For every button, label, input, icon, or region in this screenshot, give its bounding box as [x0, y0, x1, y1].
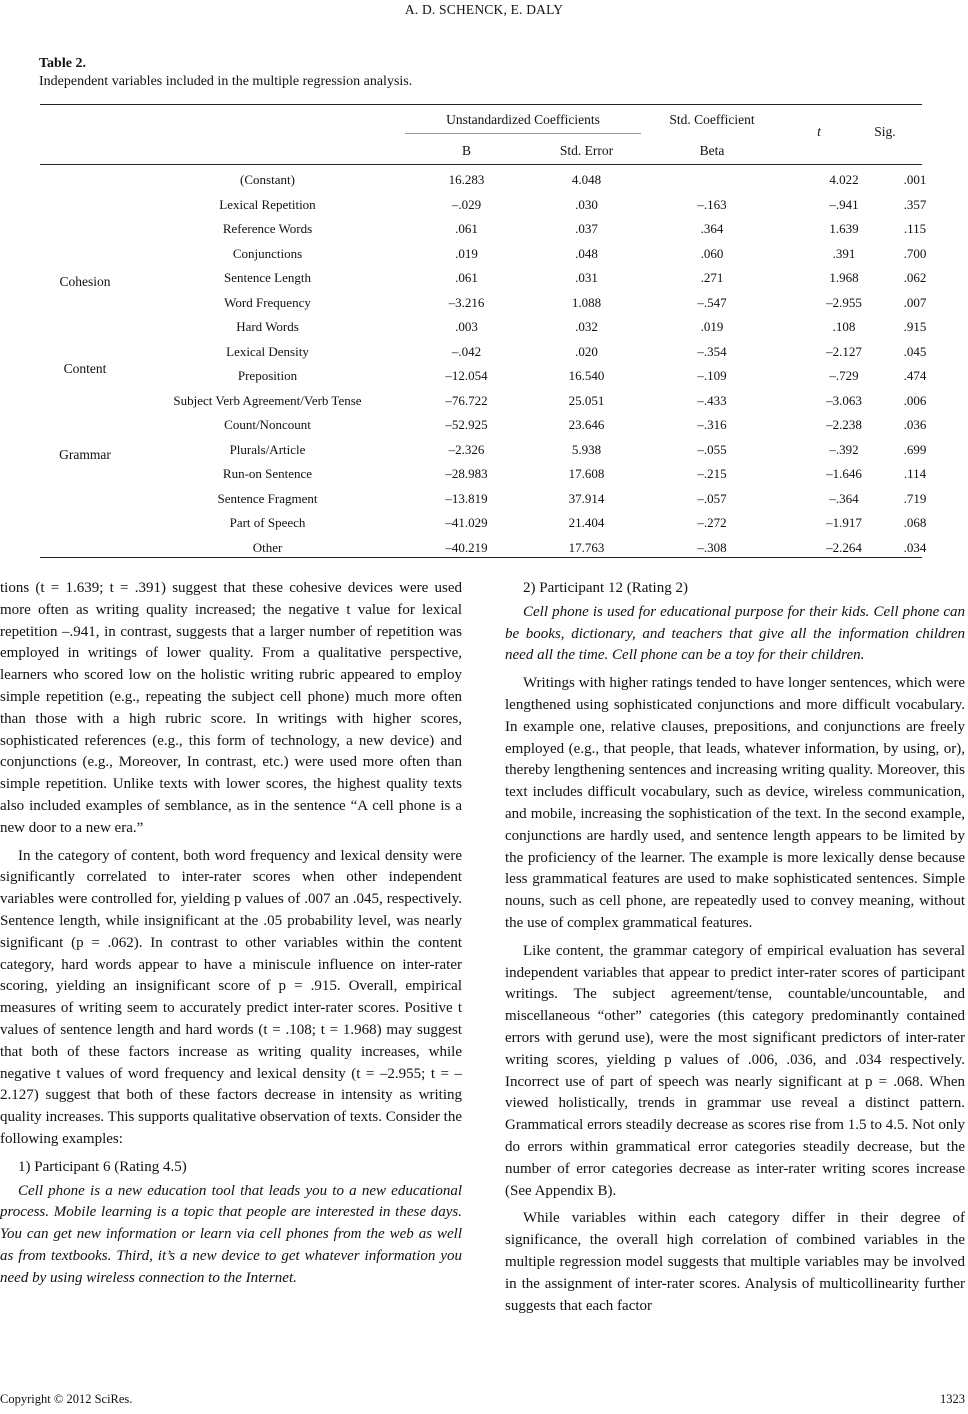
value-std-error: .031 — [575, 270, 598, 285]
value-b: –2.326 — [448, 441, 485, 457]
value-sig: .700 — [903, 245, 927, 261]
value-b: .061 — [455, 270, 478, 285]
body-paragraph: Like content, the grammar category of empirical evaluation has several independent variables that appear to predict inter-rater scores of participant writings. The subject agreement/tense, countable/uncountable, and miscellaneous “other” categories (this category predominantly contained errors with gerund use), were the most significant predictors of inter-rater writing scores, yielding p values of .006, .036, and .034 respectively. Incorrect use of part of speech was nearly significant at p = .068. When viewed holistically, trends in grammar use reveal a distinct pattern. Grammatical errors steadily decrease as scores rise from 1.5 to 4.5. Not only do errors within grammatical error categories steadily decrease, but the number of error categories decrease as inter-rater writing scores increase (See Appendix B). — [505, 942, 965, 1199]
variable-name: Word Frequency — [224, 294, 311, 310]
variable-name: Part of Speech — [229, 515, 306, 530]
variable-name: Run-on Sentence — [222, 466, 313, 481]
variable-name: Conjunctions — [232, 245, 303, 261]
value-sig: .474 — [903, 368, 927, 383]
variable-name: Preposition — [237, 368, 298, 383]
left-column — [0, 578, 462, 1296]
value-beta: –.354 — [697, 343, 727, 359]
value-beta: –.547 — [697, 294, 727, 310]
value-t: 1.639 — [829, 221, 859, 236]
value-std-error: 37.914 — [568, 490, 605, 506]
header-std-coefficient: Std. Coefficient — [669, 112, 755, 127]
header-sig: Sig. — [874, 124, 896, 139]
copyright: Copyright © 2012 SciRes. — [0, 1392, 133, 1406]
value-beta: –.055 — [697, 441, 727, 457]
page-number: 1323 — [940, 1392, 965, 1406]
table-row — [130, 168, 927, 193]
value-std-error: 5.938 — [571, 441, 602, 457]
unstd-subrule — [405, 133, 641, 134]
value-b: –28.983 — [445, 466, 488, 481]
variable-name: Subject Verb Agreement/Verb Tense — [173, 392, 362, 408]
value-t: –2.955 — [826, 294, 862, 310]
example-heading: 1) Participant 6 (Rating 4.5) — [18, 1158, 187, 1175]
value-b: –41.029 — [445, 515, 488, 530]
value-b: –13.819 — [445, 490, 488, 506]
value-sig: .699 — [903, 441, 927, 457]
table-row — [130, 511, 927, 536]
value-sig: .062 — [903, 270, 927, 285]
value-std-error: 21.404 — [568, 515, 605, 530]
value-sig: .045 — [903, 343, 927, 359]
header-t: t — [817, 124, 821, 139]
value-std-error: 1.088 — [571, 294, 602, 310]
value-beta: –.316 — [697, 417, 727, 432]
variable-name: Plurals/Article — [229, 441, 306, 457]
header-bottom-rule — [40, 164, 922, 165]
value-b: –76.722 — [445, 392, 488, 408]
value-t: –.392 — [829, 441, 859, 457]
value-std-error: .030 — [575, 196, 598, 212]
value-t: 1.968 — [829, 270, 859, 285]
variable-name: Reference Words — [222, 221, 313, 236]
value-sig: .068 — [903, 515, 927, 530]
value-t: –3.063 — [826, 392, 862, 408]
table-row — [130, 266, 927, 291]
value-beta: –.433 — [697, 392, 727, 408]
table-row — [130, 364, 927, 389]
value-t: .391 — [832, 245, 856, 261]
value-sig: .007 — [903, 294, 927, 310]
body-paragraph: While variables within each category differ in their degree of significance, the overall high correlation of combined variables in the multiple regression model suggests that multiple variables may be involved in the assignment of inter-rater scores. Analysis of multicollinearity further suggests that each factor — [505, 1210, 965, 1314]
table-title: Table 2. — [39, 56, 86, 71]
value-t: –2.238 — [826, 417, 862, 432]
value-beta: –.308 — [697, 539, 727, 555]
value-b: .061 — [455, 221, 478, 236]
variable-name: Sentence Fragment — [217, 490, 318, 506]
variable-name: Lexical Repetition — [219, 196, 316, 212]
value-b: –3.216 — [448, 294, 485, 310]
value-beta: –.057 — [697, 490, 727, 506]
value-sig: .036 — [903, 417, 927, 432]
header-std-error: Std. Error — [559, 143, 614, 158]
value-std-error: 23.646 — [568, 417, 605, 432]
table-row — [130, 389, 927, 414]
value-b: 16.283 — [448, 172, 485, 187]
value-sig: .034 — [903, 539, 927, 555]
value-beta: .271 — [700, 270, 724, 285]
value-beta: –.272 — [697, 515, 727, 530]
table-row — [130, 413, 927, 438]
category-grammar: Grammar — [59, 447, 111, 462]
value-std-error: .032 — [575, 319, 598, 334]
value-sig: .915 — [903, 319, 927, 334]
table-row — [130, 462, 927, 487]
value-beta: .364 — [700, 221, 724, 236]
category-content: Content — [63, 361, 107, 376]
value-b: –.029 — [451, 196, 482, 212]
table-caption: Independent variables included in the multiple regression analysis. — [39, 74, 413, 89]
value-t: –.729 — [829, 368, 859, 383]
value-t: –1.646 — [826, 466, 862, 481]
value-b: –52.925 — [445, 417, 488, 432]
right-column — [505, 578, 965, 1323]
header-b: B — [461, 143, 471, 158]
table-row — [130, 242, 927, 267]
value-std-error: .037 — [575, 221, 598, 236]
table-row — [130, 217, 927, 242]
value-t: –1.917 — [826, 515, 862, 530]
value-beta: .060 — [700, 245, 724, 261]
table-row — [130, 340, 927, 365]
value-std-error: 17.608 — [568, 466, 605, 481]
value-std-error: 4.048 — [571, 172, 602, 187]
example-heading: 2) Participant 12 (Rating 2) — [523, 580, 688, 596]
value-t: .108 — [832, 319, 856, 334]
table-row — [130, 536, 927, 561]
header-unstandardized: Unstandardized Coefficients — [446, 112, 600, 127]
body-paragraph: tions (t = 1.639; t = .391) suggest that these cohesive devices were used more often as writing quality increased; the negative t value for lexical repetition –.941, in contrast, suggests that a larger number of repetition was employed in writings of lower quality. From a qualitative perspective, learners who scored low on the holistic writing rubric appeared to employ simple repetition (e.g., repeating the subject cell phone) much more often than those with a high rubric score. In writings with higher scores, sophisticated references (e.g., this form of technology, a new device) and conjunctions (e.g., Moreover, In contrast, etc.) were used more often than simple repetition. Unlike texts with lower scores, the highest quality texts also included examples of semblance, as in the sentence “A cell phone is a new door to a new era.” — [0, 580, 462, 836]
value-b: –.042 — [451, 343, 482, 359]
variable-name: Hard Words — [236, 319, 299, 334]
category-cohesion: Cohesion — [59, 274, 111, 289]
table-row — [130, 487, 927, 512]
body-paragraph: In the category of content, both word frequency and lexical density were significantly correlated to inter-rater scores when other independent variables were controlled for, yielding p values of .007 an .045, respectively. Sentence length, while insignificant at the .05 probability level, was nearly significant (p = .062). In contrast to other variables within the content category, hard words appear to have a miniscule influence on inter-rater scoring, yielding an insignificant score of p = .915. Overall, empirical measures of writing seem to accurately predict inter-rater scores. Positive t values of sentence length and hard words (t = .108; t = 1.968) may suggest that both of these factors increase as writing quality increases, while negative t values of word frequency and lexical density (t = –2.955; t = –2.127) suggest that both of these factors decrease in intensity as writing quality increases. This supports qualitative observation of texts. Consider the following examples: — [0, 847, 462, 1147]
value-sig: .114 — [903, 466, 927, 481]
value-std-error: .020 — [575, 343, 598, 359]
table-row — [130, 315, 927, 340]
variable-name: Lexical Density — [226, 343, 309, 359]
table-row — [130, 193, 927, 218]
value-beta: –.163 — [697, 196, 727, 212]
table-row — [130, 438, 927, 463]
example-text: Cell phone is used for educational purpose for their kids. Cell phone can be books, dictionary, and teachers that give all the information children need all the time. Cell phone can be a toy for their children. — [505, 603, 965, 664]
variable-name: Sentence Length — [224, 270, 311, 285]
value-b: –12.054 — [445, 368, 488, 383]
running-head: A. D. SCHENCK, E. DALY — [404, 2, 564, 17]
value-std-error: 25.051 — [568, 392, 605, 408]
value-t: –2.264 — [826, 539, 862, 555]
value-sig: .719 — [903, 490, 927, 506]
value-b: .019 — [455, 245, 478, 261]
value-sig: .006 — [903, 392, 927, 408]
value-b: .003 — [455, 319, 478, 334]
value-t: –.364 — [829, 490, 859, 506]
value-std-error: 16.540 — [568, 368, 605, 383]
value-beta: –.215 — [697, 466, 727, 481]
value-beta: .019 — [700, 319, 724, 334]
value-t: –2.127 — [826, 343, 862, 359]
value-beta: –.109 — [697, 368, 727, 383]
value-t: –.941 — [829, 196, 859, 212]
body-paragraph: Writings with higher ratings tended to have longer sentences, which were lengthened using sophisticated conjunctions and more difficult vocabulary. In example one, relative clauses, prepositions, and conjunctions are freely employed (e.g., that people, that leads, whatever information, by using, or), thereby lengthening sentences and increasing writing quality. Moreover, this text includes difficult vocabulary, such as device, wireless communication, and mobile, increasing the sophistication of the text. In the second example, conjunctions are hardly used, and sentence length appears to be limited by the proficiency of the learner. The example is more lexically dense because less grammatical features are used to make sophisticated sentences. Simple nouns, such as cell phone, are repeatedly used to convey meaning, without the use of complex grammatical features. — [505, 675, 965, 931]
value-sig: .115 — [903, 221, 927, 236]
value-sig: .357 — [903, 196, 927, 212]
table-top-rule — [40, 104, 922, 105]
variable-name: (Constant) — [240, 172, 295, 187]
example-text: Cell phone is a new education tool that leads you to a new educational process. Mobile learning is a topic that people are interested in these days. You can get new information or learn via cell phones from the web as well as from textbooks. Third, it’s a new device to get whatever information you need by using wireless connection to the Internet. — [0, 1182, 462, 1286]
value-std-error: .048 — [575, 245, 598, 261]
table-row — [130, 291, 927, 316]
value-std-error: 17.763 — [568, 539, 605, 555]
variable-name: Other — [252, 539, 283, 555]
value-b: –40.219 — [445, 539, 488, 555]
value-sig: .001 — [903, 172, 927, 187]
variable-name: Count/Noncount — [224, 417, 311, 432]
value-t: 4.022 — [829, 172, 859, 187]
header-beta: Beta — [699, 143, 725, 158]
